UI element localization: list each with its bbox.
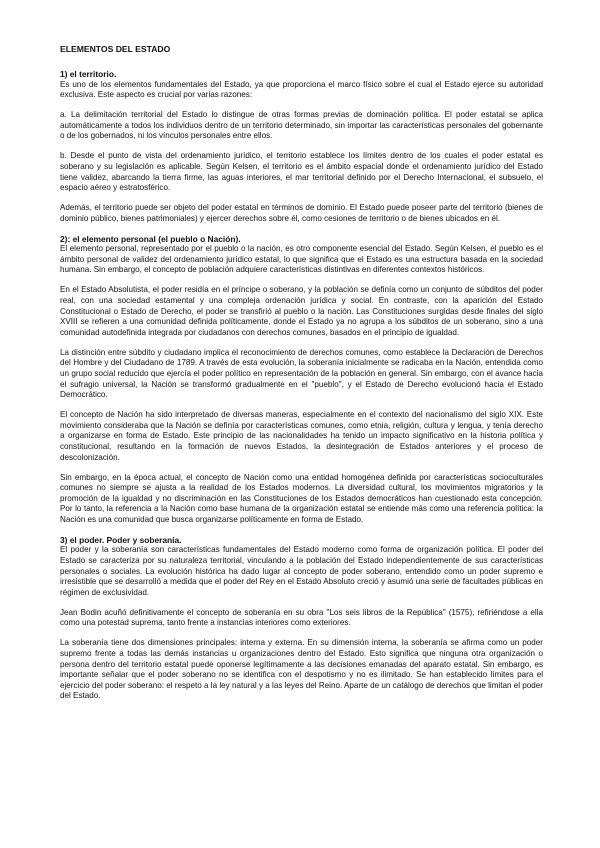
paragraph: El concepto de Nación ha sido interpretado de diversas maneras, especialmente en el contexto del nacionalismo del siglo XIX. Este movimiento consideraba que la Nación se definía por características comunes, como etnia, religión, cultura y lengua, y tenía derecho a organizarse en forma de Estado. Este principio de las nacionalidades ha tenido un impacto significativo en la historia política y constitucional, resultando en la formación de nuevos Estados, la desintegración de Estados anteriores y el proceso de descolonización. [60,410,543,462]
paragraph: b. Desde el punto de vista del ordenamiento jurídico, el territorio establece los límites dentro de los cuales el poder estatal es soberano y su legislación es aplicable. Según Kelsen, el territorio es el ámbito espacial donde el ordenamiento jurídico del Estado tiene validez, abarcando la tierra firme, las aguas interiores, el mar territorial definido por el Derecho Internacional, el subsuelo, el espacio aéreo y estratosférico. [60,151,543,193]
paragraph: Es uno de los elementos fundamentales del Estado, ya que proporciona el marco físico sobre el cual el Estado ejerce su autoridad exclusiva. Este aspecto es crucial por varias razones: [60,79,543,100]
paragraph: a. La delimitación territorial del Estado lo distingue de otras formas previas de dominación política. El poder estatal se aplica automáticamente a todos los individuos dentro de un territorio determinado, sin importar las características personales del gobernante o de los gobernados, ni los vínculos personales entre ellos. [60,110,543,141]
paragraph: En el Estado Absolutista, el poder residía en el príncipe o soberano, y la población se definía como un conjunto de súbditos del poder real, con una sociedad estamental y una compleja ordenación jurídica y social. En contraste, con la aparición del Estado Constitucional o Estado de Derecho, el poder se transfirió al pueblo o la nación. Las Constituciones surgidas desde finales del siglo XVIII se refieren a una comunidad definida políticamente, donde el Estado ya no agrupa a los súbditos de un soberano, sino a una comunidad autodefinida integrada por ciudadanos con derechos comunes, basados en el principio de igualdad. [60,285,543,337]
paragraph: La distinción entre súbdito y ciudadano implica el reconocimiento de derechos comunes, como establece la Declaración de Derechos del Hombre y del Ciudadano de 1789. A través de esta evolución, la soberanía inicialmente se radicaba en la Nación, entendida como un grupo social reducido que ejercía el poder político en representación de la población en general. Sin embargo, con el avance hacia el sufragio universal, la Nación se transformó gradualmente en el "pueblo", y el Estado de Derecho evolucionó hacia el Estado Democrático. [60,347,543,400]
section-heading: 1) el territorio. [60,69,117,79]
paragraph: Sin embargo, en la época actual, el concepto de Nación como una entidad homogénea definida por características socioculturales comunes no siempre se ajusta a la realidad de los Estados modernos. La diversidad cultural, los movimientos migratorios y la promoción de la igualdad y no discriminación en las Constituciones de los Estados democráticos han cuestionado esta concepción. Por lo tanto, la referencia a la Nación como base humana de la organización estatal se entiende más como una referencia política: la Nación es una comunidad que busca organizarse políticamente en forma de Estado. [60,472,543,524]
paragraph: Jean Bodin acuñó definitivamente el concepto de soberanía en su obra "Los seis libros de la República" (1575), refiriéndose a ella como una potestad suprema, tanto frente a instancias interiores como exteriores. [60,607,543,628]
paragraph: El poder y la soberanía son características fundamentales del Estado moderno como forma de organización política. El poder del Estado se caracteriza por su naturaleza territorial, vinculando a la población del Estado independientemente de sus características personales o sociales. La evolución histórica ha dado lugar al concepto de poder soberano, entendido como un poder supremo e irresistible que se desarrolló a medida que el poder del Rey en el Estado Absoluto creció y asumió una serie de facultades públicas en régimen de exclusividad. [60,545,543,597]
paragraph: Además, el territorio puede ser objeto del poder estatal en términos de dominio. El Estado puede poseer parte del territorio (bienes de dominio público, bienes patrimoniales) y ejercer derechos sobre él, como cesiones de territorio o de bienes ubicados en él. [60,203,543,223]
section-heading: 3) el poder. Poder y soberanía. [60,534,182,545]
section-heading: 2): el elemento personal (el pueblo o Nación). [60,233,241,244]
section-elemento-personal [60,234,543,526]
section-territorio [60,69,543,224]
document-title: ELEMENTOS DEL ESTADO [60,44,171,54]
section-poder-soberania [60,535,543,702]
paragraph: El elemento personal, representado por el pueblo o la nación, es otro componente esencial del Estado. Según Kelsen, el pueblo es el ámbito personal de validez del ordenamiento jurídico estatal, lo que significa que el Estado es una estructura basada en la sociedad humana. Sin embargo, el concepto de población adquiere características distintivas en diferentes contextos históricos. [60,244,543,275]
paragraph: La soberanía tiene dos dimensiones principales: interna y externa. En su dimensión interna, la soberanía se afirma como un poder supremo frente a todas las demás instancias u organizaciones dentro del Estado. Esto significa que ninguna otra organización o persona dentro del territorio estatal puede oponerse legítimamente a las decisiones emanadas del aparato estatal. Sin embargo, es importante señalar que el poder soberano no se identifica con el despotismo y no es ilimitado. Se han establecido límites para el ejercicio del poder soberano: el respeto a la ley natural y a las leyes del Reino. Aparte de un catálogo de derechos que limitan el poder del Estado. [60,638,543,701]
